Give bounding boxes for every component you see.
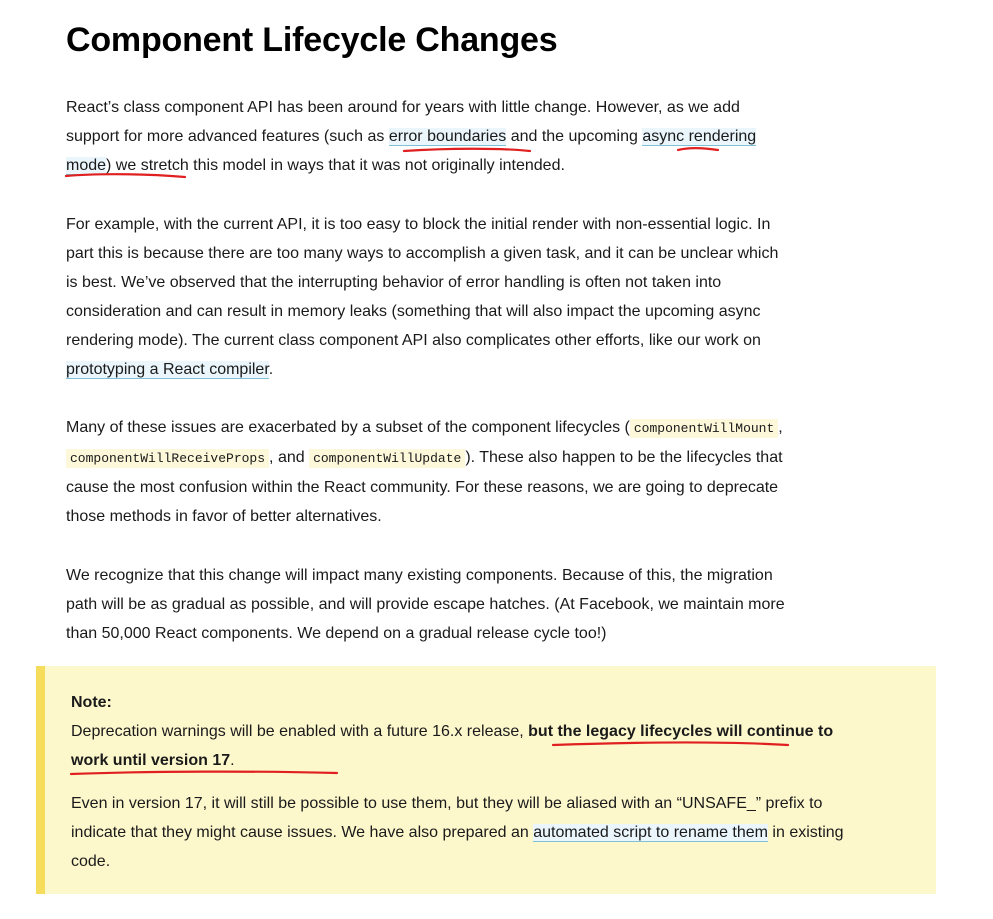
underline-rendering-mode (66, 174, 185, 177)
text: We recognize that this change will impact many existing components. Because of this, the migration path will be as gradual as possible, and will provide escape hatches. (At Facebook, we maintain more than 50,000 React components. We depend on a gradual release cycle too!) (66, 567, 785, 642)
underline-error-boundaries (404, 149, 530, 151)
underline-legacy-lifecycles (553, 742, 788, 745)
code-componentwillmount: componentWillMount (630, 419, 778, 438)
note-title: Note: (71, 694, 112, 711)
page-title: Component Lifecycle Changes (66, 21, 558, 59)
text: React’s class component API has been around for years with little change. However, as we add support for more advanced features (such as (66, 99, 740, 145)
text: and the upcoming (506, 128, 643, 145)
async-rendering-mode-link[interactable]: async rendering mode (66, 128, 757, 174)
code-componentwillreceiveprops: componentWillReceiveProps (66, 449, 269, 468)
text: Deprecation warnings will be enabled with a future 16.x release, (71, 723, 529, 740)
text: . (230, 752, 235, 769)
text: , (778, 419, 783, 436)
text: ). These also happen to be the lifecycles that cause the most confusion within the React community. For these reasons, we are going to deprecate those methods in favor of better alternatives. (66, 449, 783, 525)
text: in existing code. (71, 824, 844, 870)
legacy-lifecycles-emphasis: but the legacy lifecycles will continue to work until version 17 (71, 723, 834, 769)
underline-continue-to-work (71, 772, 337, 774)
code-componentwillupdate: componentWillUpdate (309, 449, 465, 468)
text: . (268, 361, 274, 378)
text: Even in version 17, it will still be possible to use them, but they will be aliased with an “UNSAFE_” prefix to indicate that they might cause issues. We have also prepared an (71, 795, 823, 841)
text: ) we stretch this model in ways that it was not originally intended. (106, 157, 565, 174)
rename-script-link[interactable]: automated script to rename them (533, 824, 768, 841)
text: For example, with the current API, it is too easy to block the initial render with non-essential logic. In part this is because there are too many ways to accomplish a given task, and it can be unclear which is best. We’ve observed that the interrupting behavior of error handling is often not taken into consideration and can result in memory leaks (something that will also impact the upcoming async rendering mode). The current class component API also complicates other efforts, like our work on (66, 216, 779, 349)
react-compiler-link[interactable]: prototyping a React compiler (66, 361, 269, 378)
text: Many of these issues are exacerbated by a subset of the component lifecycles ( (66, 419, 630, 436)
text: , and (269, 449, 310, 466)
underline-async (678, 148, 718, 150)
error-boundaries-link[interactable]: error boundaries (388, 128, 507, 145)
